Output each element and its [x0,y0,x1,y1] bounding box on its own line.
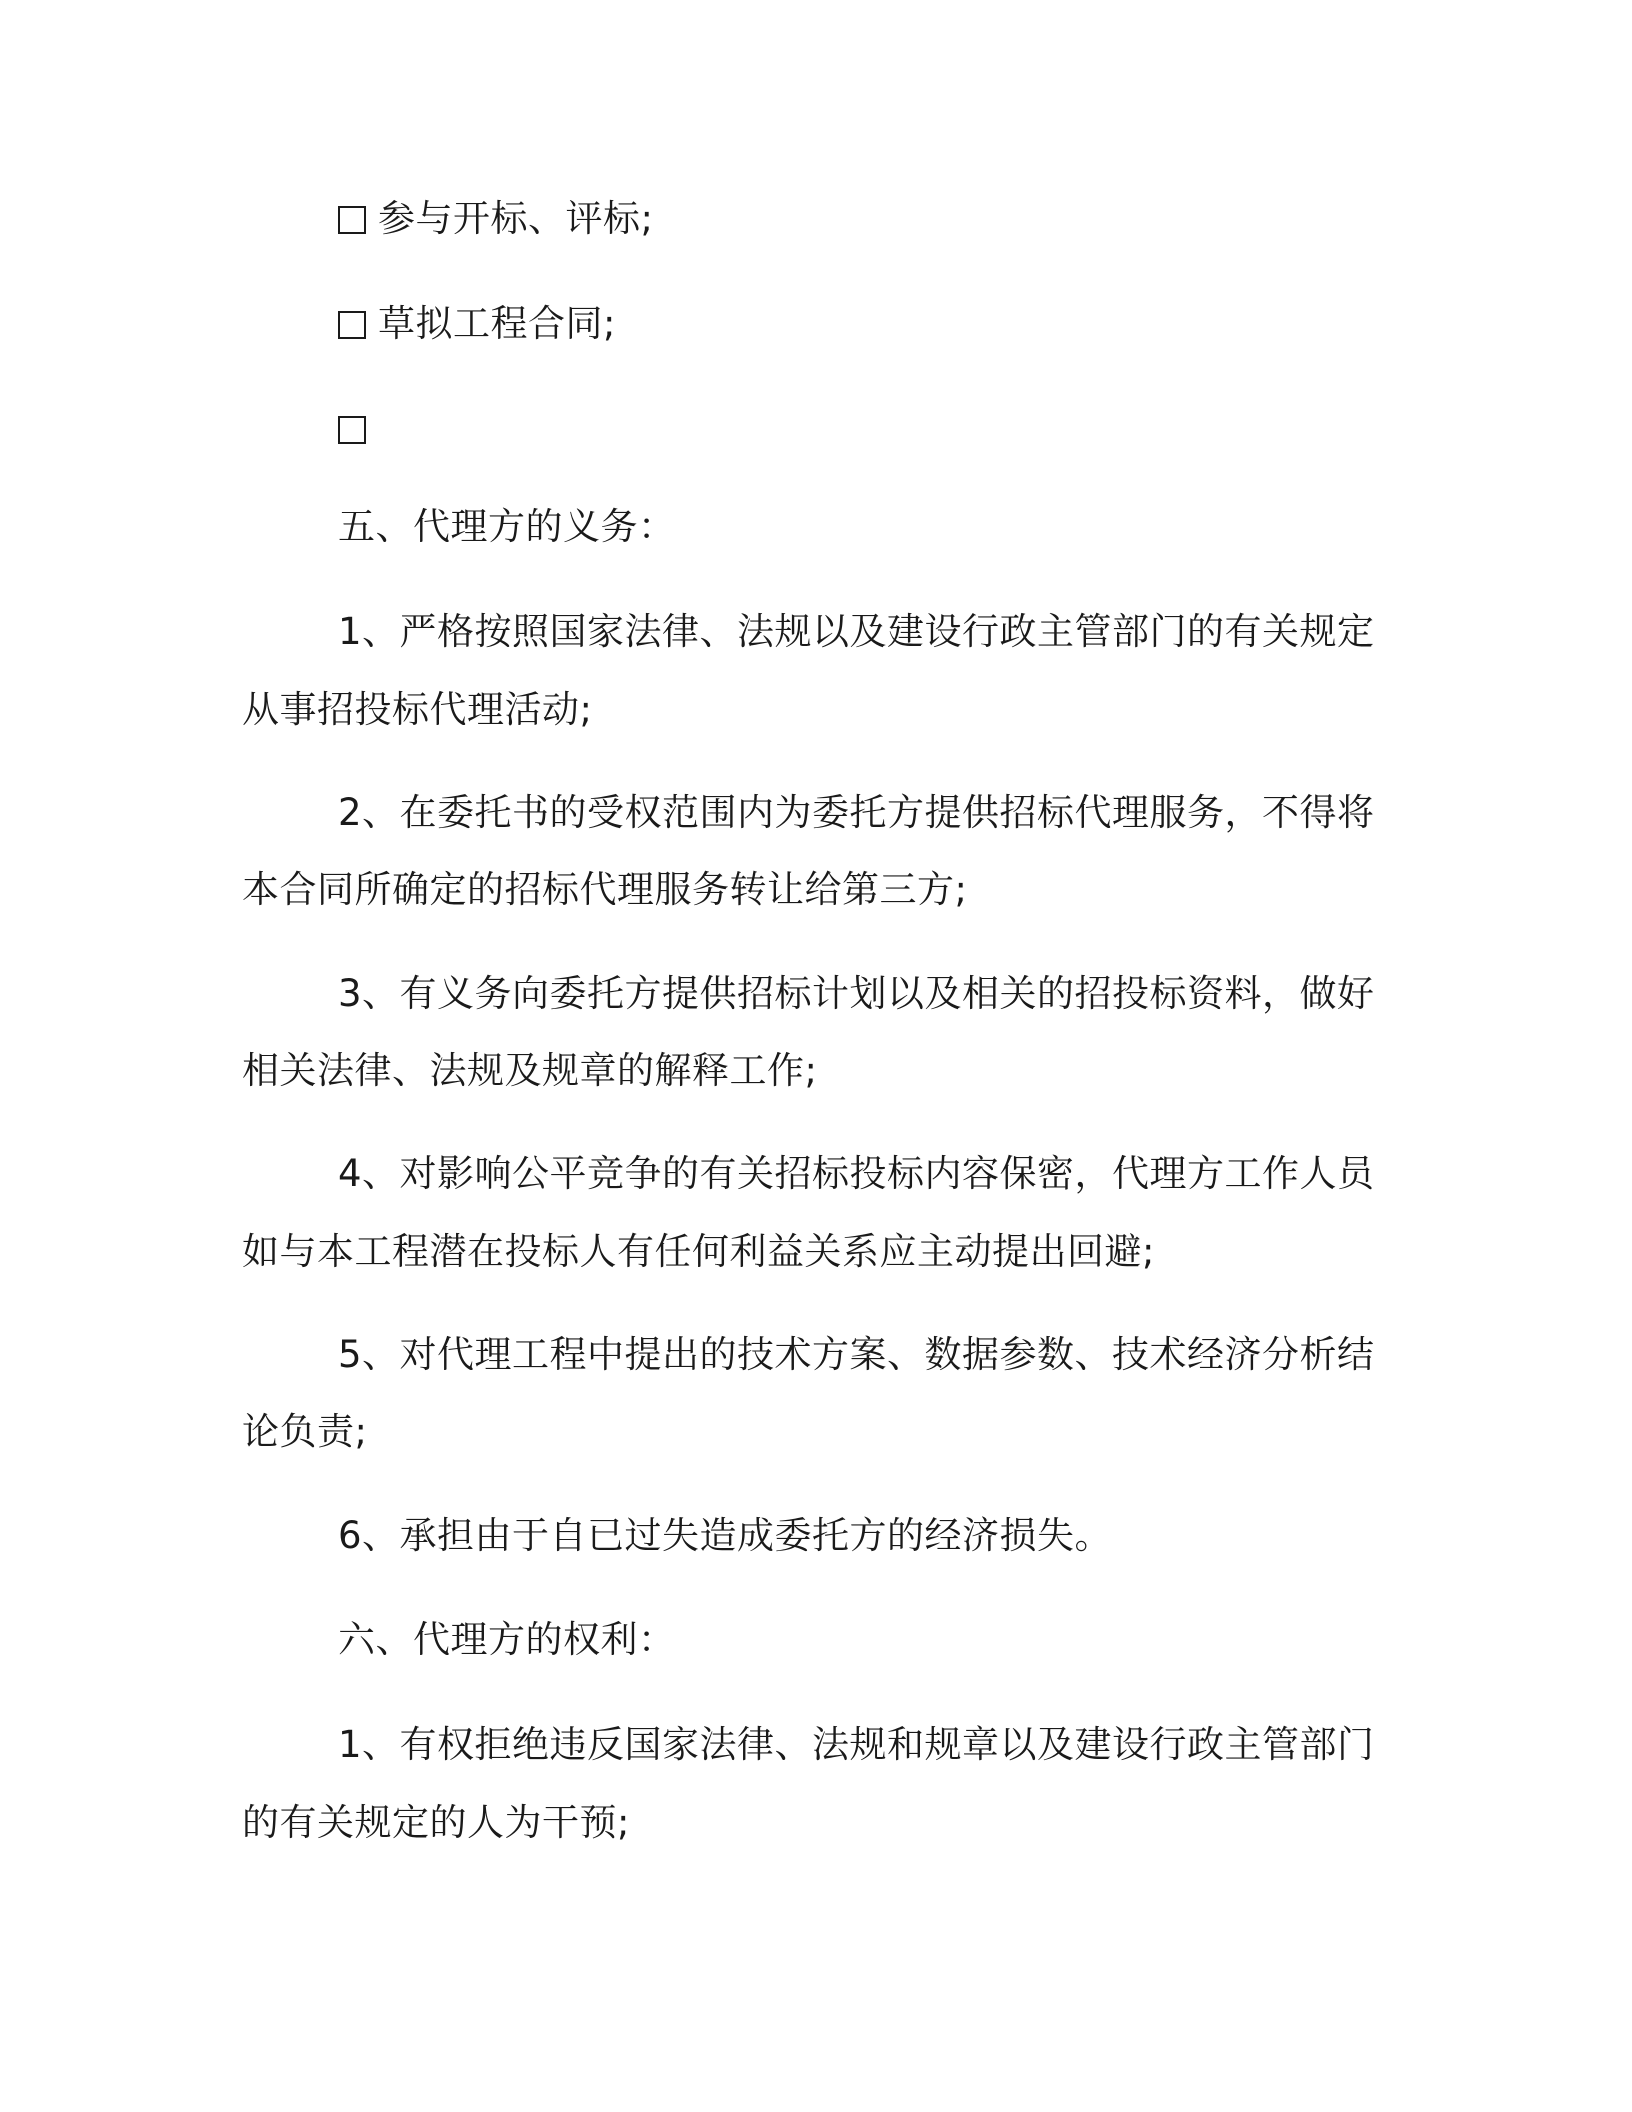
paragraph-line: 1、有权拒绝违反国家法律、法规和规章以及建设行政主管部门 [338,1723,1375,1766]
paragraph-line: 3、有义务向委托方提供招标计划以及相关的招投标资料，做好 [338,972,1375,1015]
checkbox-icon[interactable] [338,311,366,339]
paragraph-line: 4、对影响公平竞争的有关招标投标内容保密，代理方工作人员 [338,1152,1375,1195]
checklist-label: 草拟工程合同; [378,302,616,345]
section-heading-rights: 六、代理方的权利： [338,1618,676,1661]
paragraph-line: 1、严格按照国家法律、法规以及建设行政主管部门的有关规定 [338,610,1375,653]
section-heading-obligations: 五、代理方的义务： [338,505,676,548]
checklist-item-blank [338,405,378,453]
paragraph-line: 的有关规定的人为干预; [242,1801,630,1844]
checkbox-icon[interactable] [338,206,366,234]
paragraph-line: 5、对代理工程中提出的技术方案、数据参数、技术经济分析结 [338,1333,1375,1376]
paragraph-line: 论负责; [242,1410,368,1453]
checklist-item-bid-opening [338,195,653,243]
checklist-label: 参与开标、评标; [378,197,654,240]
paragraph-line: 相关法律、法规及规章的解释工作; [242,1049,818,1092]
paragraph-line: 本合同所确定的招标代理服务转让给第三方; [242,868,968,911]
paragraph-line: 6、承担由于自已过失造成委托方的经济损失。 [338,1514,1113,1557]
paragraph-line: 从事招投标代理活动; [242,688,593,731]
paragraph-line: 如与本工程潜在投标人有任何利益关系应主动提出回避; [242,1230,1155,1273]
checkbox-icon[interactable] [338,416,366,444]
checklist-item-draft-contract [338,300,616,348]
paragraph-line: 2、在委托书的受权范围内为委托方提供招标代理服务，不得将 [338,791,1375,834]
